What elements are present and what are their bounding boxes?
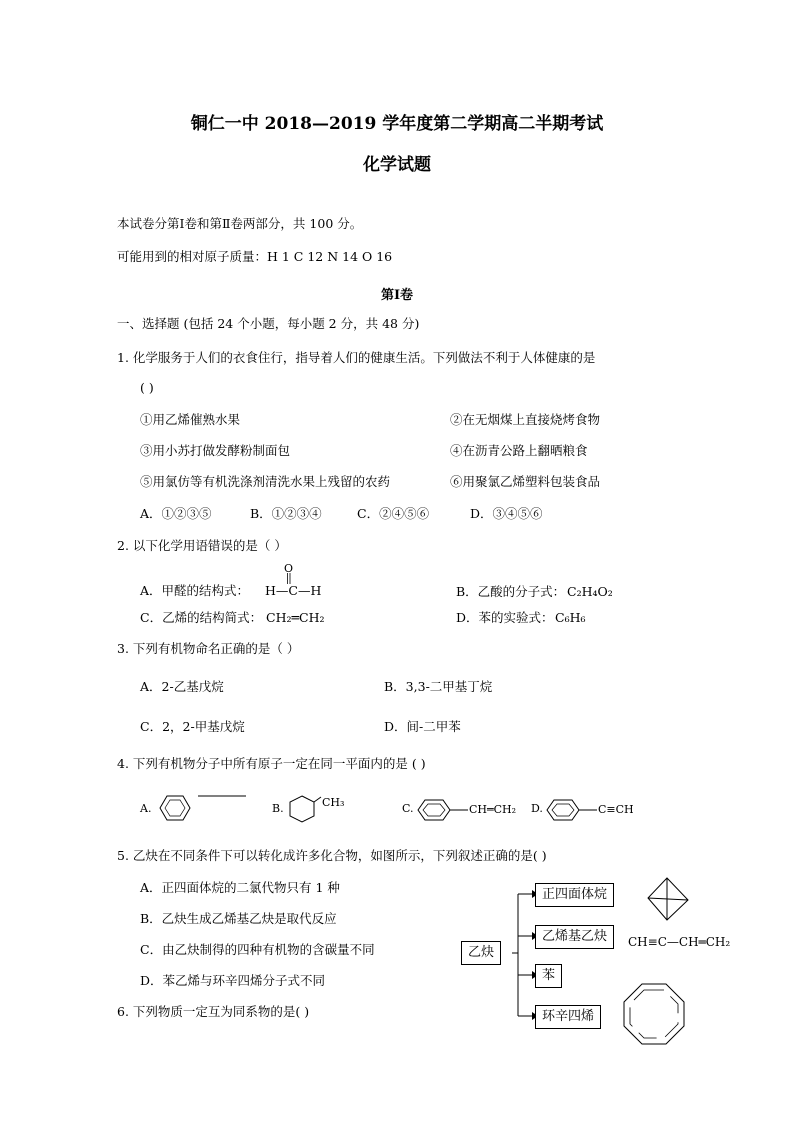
q5-option-c: C．由乙炔制得的四种有机物的含碳量不同	[140, 942, 375, 957]
intro-line-1: 本试卷分第Ⅰ卷和第Ⅱ卷两部分，共 100 分。	[117, 216, 363, 231]
q3-option-d: D．间-二甲苯	[384, 719, 461, 734]
part-header: 一、选择题 (包括 24 个小题，每小题 2 分，共 48 分)	[117, 316, 420, 331]
q2-option-a: A．甲醛的结构式：	[140, 583, 250, 598]
question-3-stem: 3. 下列有机物命名正确的是（ ）	[117, 641, 300, 656]
formaldehyde-oxygen: O	[284, 562, 294, 575]
section-heading: 第Ⅰ卷	[380, 288, 414, 303]
q2-option-b-formula: C₂H₄O₂	[567, 584, 613, 599]
q1-option-b: B．①②③④	[250, 506, 322, 521]
q3-option-b: B．3,3-二甲基丁烷	[384, 679, 493, 694]
question-1-stem: 1. 化学服务于人们的衣食住行，指导着人们的健康生活。下列做法不利于人体健康的是	[117, 350, 596, 365]
q1-item-3: ③用小苏打做发酵粉制面包	[140, 443, 291, 458]
cyclooctatetraene-structure-icon	[622, 982, 686, 1046]
benzene-ring-a-icon	[156, 794, 246, 824]
q1-item-6: ⑥用聚氯乙烯塑料包装食品	[450, 474, 601, 489]
question-4-stem: 4. 下列有机物分子中所有原子一定在同一平面内的是 ( )	[117, 756, 426, 771]
styrene-vinyl: CH═CH₂	[469, 803, 517, 816]
q1-item-5: ⑤用氯仿等有机洗涤剂清洗水果上残留的农药	[140, 474, 391, 489]
q4-label-d: D.	[531, 802, 543, 815]
q5-option-b: B．乙炔生成乙烯基乙炔是取代反应	[140, 911, 337, 926]
q2-option-c-formula: CH₂═CH₂	[266, 610, 325, 625]
q1-option-a: A．①②③⑤	[140, 506, 212, 521]
vinylacetylene-box: 乙烯基乙炔	[535, 925, 614, 949]
q5-option-a: A．正四面体烷的二氯代物只有 1 种	[140, 880, 340, 895]
acetylene-box: 乙炔	[461, 941, 501, 965]
q1-item-4: ④在沥青公路上翻晒粮食	[450, 443, 588, 458]
q4-label-a: A.	[140, 802, 152, 815]
benzene-box: 苯	[535, 964, 562, 988]
q1-item-1: ①用乙烯催熟水果	[140, 412, 241, 427]
q1-option-c: C．②④⑤⑥	[357, 506, 430, 521]
q4-label-c: C.	[402, 802, 414, 815]
question-5-stem: 5. 乙炔在不同条件下可以转化成许多化合物，如图所示，下列叙述正确的是( )	[117, 848, 547, 863]
question-6-stem: 6. 下列物质一定互为同系物的是( )	[117, 1004, 310, 1019]
q5-option-d: D．苯乙烯与环辛四烯分子式不同	[140, 973, 326, 988]
q3-option-a: A．2-乙基戊烷	[140, 679, 224, 694]
tetrahedrane-box: 正四面体烷	[535, 883, 614, 907]
q4-label-b: B.	[272, 802, 284, 815]
exam-subtitle: 化学试题	[363, 155, 431, 175]
exam-title: 铜仁一中 2018—2019 学年度第二学期高二半期考试	[190, 114, 604, 134]
toluene-methyl: CH₃	[322, 796, 345, 809]
question-1-answer-paren: ( )	[140, 380, 154, 395]
question-2-stem: 2. 以下化学用语错误的是（ ）	[117, 538, 287, 553]
intro-line-2: 可能用到的相对原子质量：H 1 C 12 N 14 O 16	[117, 249, 393, 264]
cyclooctatetraene-box: 环辛四烯	[535, 1005, 601, 1029]
vinylacetylene-formula: CH≡C—CH═CH₂	[628, 935, 731, 949]
q2-option-b-label: B．乙酸的分子式：	[456, 584, 566, 599]
phenylacetylene-ethynyl: C≡CH	[598, 803, 634, 816]
tetrahedrane-structure-icon	[644, 876, 694, 922]
styrene-ring-icon	[416, 798, 471, 822]
q2-option-d-label: D．苯的实验式：	[456, 610, 554, 625]
phenylacetylene-ring-icon	[545, 798, 600, 822]
q1-option-d: D．③④⑤⑥	[470, 506, 543, 521]
formaldehyde-chain: H—C—H	[265, 583, 322, 598]
q2-option-d-formula: C₆H₆	[555, 610, 586, 625]
q2-option-c-label: C．乙烯的结构简式：	[140, 610, 263, 625]
q3-option-c: C．2，2-甲基戊烷	[140, 719, 245, 734]
q1-item-2: ②在无烟煤上直接烧烤食物	[450, 412, 601, 427]
